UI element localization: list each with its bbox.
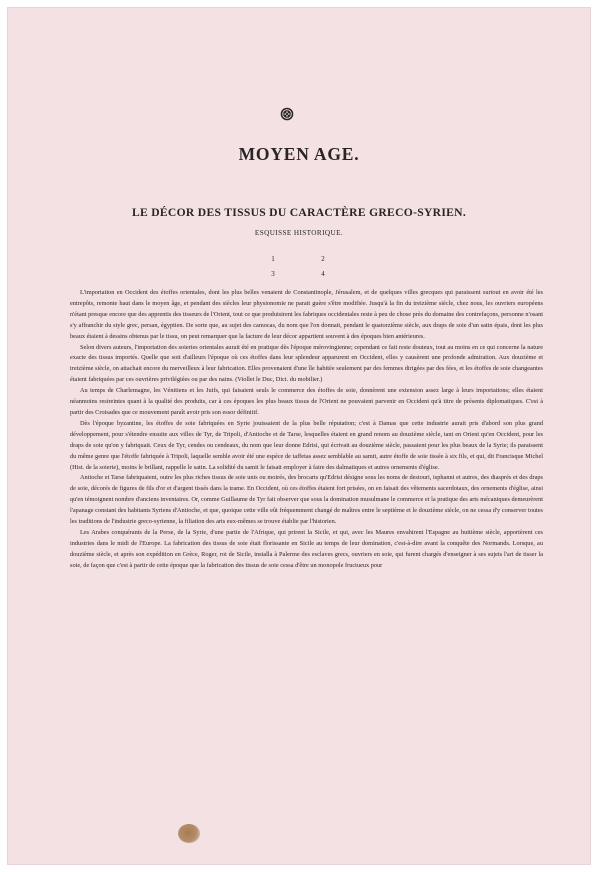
rosette-icon [280, 107, 294, 121]
paragraph: Selon divers auteurs, l'importation des soieries orientales aurait été en pratique dès l'époque mérovingienne; cependant ce fait reste douteux, tout au moins en ce qui concerne la nature exacte des tissus importés. Quelle que soit d'ailleurs l'époque où ces étoffes dans leur splendeur apparurent en Occident, elles y causèrent une profonde admiration. Aux douzième et treizième siècle, on attachait encore du merveilleux à leur fabrication. Elles provenaient d'une île habitée seulement par des femmes dirigées par des fées, et les étoffes de soie changeantes étaient fabriquées par ces ouvrières privilégiées ou par des nains. (Viollet le Duc, Dict. du mobilier.) [70, 343, 543, 384]
page-title: MOYEN AGE. [238, 144, 360, 164]
plate-number: 3 [271, 270, 275, 278]
paper-stain [178, 824, 200, 843]
plate-number: 2 [321, 255, 325, 263]
paragraph: Au temps de Charlemagne, les Vénitiens et les Juifs, qui faisaient seuls le commerce des étoffes de soie, donnèrent une extension assez large à leurs importations; elles étaient néanmoins restreintes quant à la qualité des produits, car à ces époques les plus beaux tissus de l'Orient ne pouvaient parvenir en Occident qu'à titre de présents diplomatiques. C'est à partir des Croisades que ce mouvement paraît avoir pris son essor définitif. [70, 387, 543, 416]
paragraph: Dès l'époque byzantine, les étoffes de soie fabriquées en Syrie jouissaient de la plus belle réputation; c'est à Damas que cette industrie aurait pris d'abord son plus grand développement, pour s'étendre ensuite aux villes de Tyr, de Tripoli, d'Antioche et de Tarse, lesquelles étaient en grand renom au douzième siècle, tant en Orient qu'en Occident, pour les draps de soie qu'on y fabriquait. Ceux de Tyr, cendes ou cendeaux, du nom que leur donne Edrisi, qui écrivait au douzième siècle, passaient pour les plus beaux de la Syrie; ils paraissent du même genre que l'étoffe fabriquée à Tripoli, laquelle semble avoir été une espèce de taffetas assez semblable au samit, autre étoffe de soie tissée à six fils, et qui, dit Francisque Michel (Hist. de la soierie), moins le brillant, rappelle le satin. La solidité du samit le faisait employer à faire des dalmatiques et autres ornements d'église. [70, 419, 543, 471]
plate-number: 4 [321, 270, 325, 278]
plate-numbers [258, 252, 338, 282]
paragraph: Les Arabes conquérants de la Perse, de la Syrie, d'une partie de l'Afrique, qui prirent la Sicile, et qui, avec les Maures envahirent l'Espagne au huitième siècle, apportèrent ces industries dans le midi de l'Europe. La fabrication des tissus de soie était florissante en Sicile au temps de leur domination, c'est-à-dire avant la conquête des Normands. Lorsque, au douzième siècle, et après son expédition en Grèce, Roger, roi de Sicile, installa à Palerme des esclaves grecs, ouvriers en soie, qui furent chargés d'enseigner à ses sujets l'art de tisser la soie, de façon que c'est à partir de cette époque que la fabrication des tissus de soie cessa d'être un monopole fructueux pour [70, 528, 543, 569]
document-page [8, 8, 590, 864]
body-text [70, 288, 543, 572]
paragraph: L'importation en Occident des étoffes orientales, dont les plus belles venaient de Constantinople, Jérusalem, et de quelques villes grecques qui paraissent surtout en avoir été les entrepôts, remonte haut dans le moyen âge, et pendant des siècles leur physionomie ne parait guère s'être modifiée. Jusqu'à la fin du treizième siècle, chez nous, les ouvriers européens n'étant presque encore que des apprentis des tisseurs de l'Orient, tout ce que produisirent les fabriques occidentales reste à peu de chose près du domaine des contrefaçons, personne n'osant s'y affranchir du style grec, persan, égyptien. De sorte que, au sujet des camocas, du nom que l'on donnait, pendant le quatorzième siècle, aux draps de soie d'un satin épais, dont les plus beaux étaient à dessins obtenus par le tissu, on peut remarquer que la facture de leur décor appartient souvent à des époques bien antérieures. [70, 289, 543, 340]
section-title: LE DÉCOR DES TISSUS DU CARACTÈRE GRECO-SYRIEN. [131, 206, 467, 219]
section-subtitle: ESQUISSE HISTORIQUE. [254, 229, 344, 237]
paragraph: Antioche et Tarse fabriquaient, outre les plus riches tissus de soie unis ou moirés, des brocarts qu'Edrisi désigne sous les noms de destouri, isphanni et autres, des diasprés et des draps de soie, décorés de figures de fils d'or et d'argent tissés dans la trame. En Occident, où ces étoffes étaient fort prisées, on en faisait des vêtements sacerdotaux, des ornements d'église, ainsi qu'en témoignent nombre d'anciens inventaires. Or, comme Guillaume de Tyr fait observer que sous la domination musulmane le commerce et la pratique des arts mécaniques demeurèrent l'apanage constant des habitants Syriens d'Antioche, et que, quoique cette ville eût fréquemment changé de maîtres entre le septième et le douzième siècle, on ne cessa d'y conserver toutes les traditions de l'industrie greco-syrienne, la filiation des arts eux-mêmes se trouve établie par l'historien. [70, 474, 543, 526]
plate-number: 1 [271, 255, 275, 263]
